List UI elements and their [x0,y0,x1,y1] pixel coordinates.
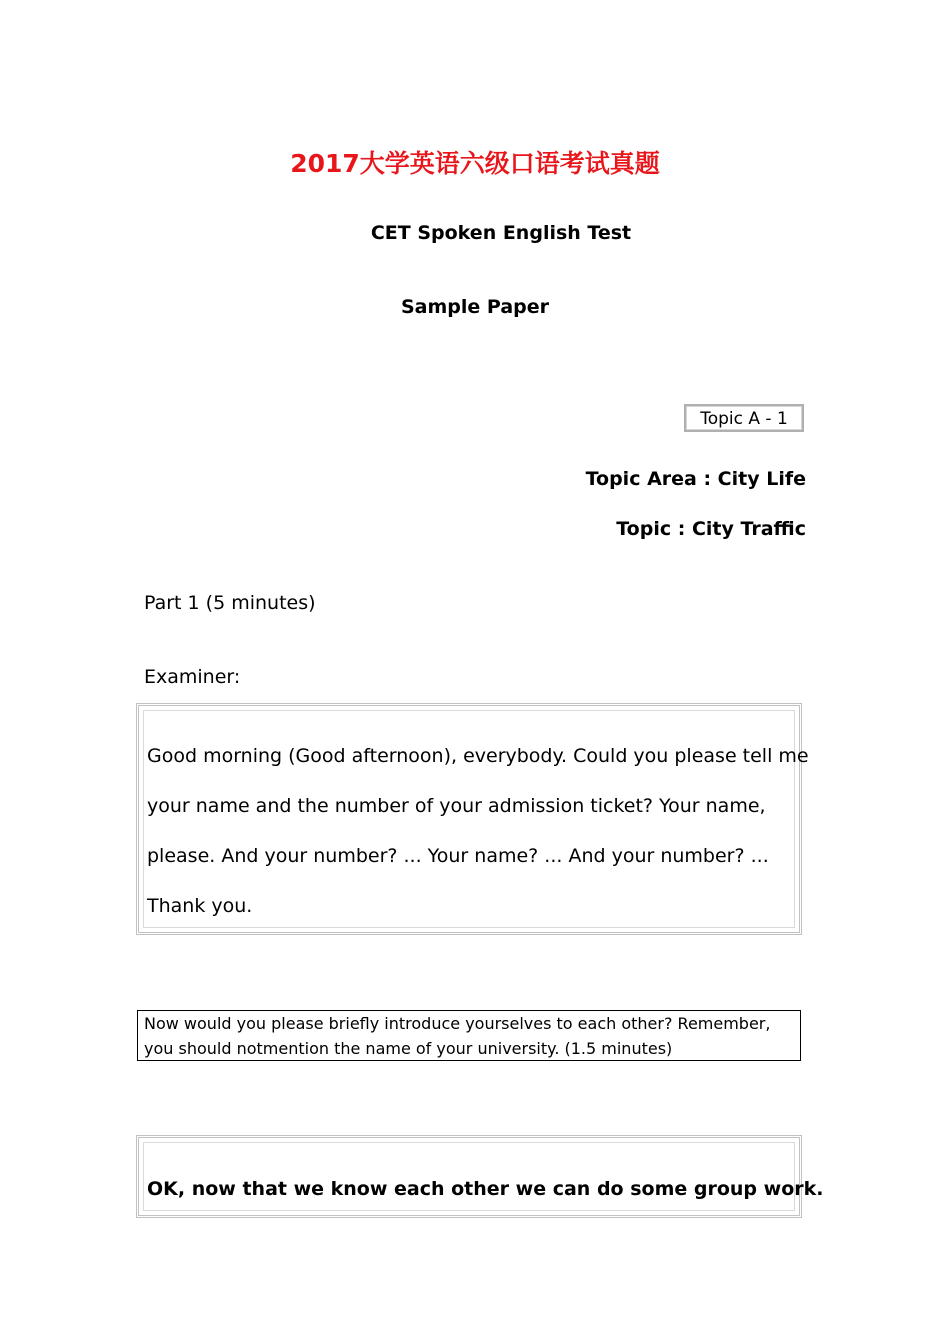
group-work-box [136,1135,824,1218]
topic: Topic : City Traffic [616,518,806,540]
examiner-label: Examiner: [144,666,241,688]
greeting-line: please. And your number? ... Your name? ... And your number? ... [147,845,769,867]
part-heading: Part 1 (5 minutes) [144,592,316,614]
instruction-box [137,1010,801,1061]
test-subtitle: CET Spoken English Test [370,222,632,244]
sample-paper-heading: Sample Paper [400,296,549,318]
group-work-box-inner-border [143,1142,795,1211]
instruction-line: Now would you please briefly introduce yourselves to each other? Remember, [144,1014,771,1033]
instruction-line: you should notmention the name of your university. (1.5 minutes) [144,1039,673,1058]
greeting-line: your name and the number of your admission ticket? Your name, [147,795,766,817]
topic-area: Topic Area : City Life [585,468,806,490]
greeting-box [136,703,809,935]
group-work-text: OK, now that we know each other we can do some group work. [147,1178,824,1200]
document-title: 2017大学英语六级口语考试真题 [290,149,660,178]
topic-code-box: Topic A - 1 [684,404,804,432]
greeting-line: Thank you. [147,895,253,917]
greeting-line: Good morning (Good afternoon), everybody. Could you please tell me [147,745,809,767]
